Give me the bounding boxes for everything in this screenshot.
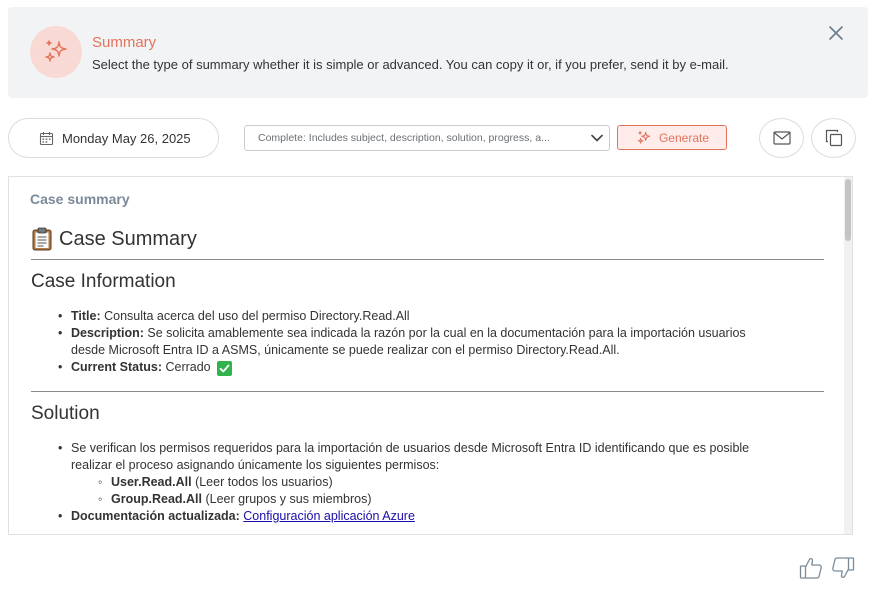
date-label: Monday May 26, 2025: [62, 130, 191, 146]
banner-description: Select the type of summary whether it is simple or advanced. You can copy it or, if you prefer, send it by e-mail.: [92, 57, 729, 72]
copy-icon: [825, 129, 843, 147]
list-item: [71, 508, 831, 525]
email-button[interactable]: [759, 118, 804, 158]
date-display[interactable]: [8, 118, 219, 158]
calendar-icon: [39, 131, 54, 146]
thumbs-up-button[interactable]: [798, 555, 824, 581]
permission-name: Group.Read.All: [111, 492, 202, 506]
close-icon: [828, 25, 844, 41]
list-item: [71, 359, 831, 376]
summary-type-select[interactable]: [244, 125, 610, 151]
chevron-down-icon: [585, 134, 609, 142]
list-item: [111, 474, 831, 491]
title-label: Title:: [71, 309, 101, 323]
permission-list: [111, 474, 831, 508]
scrollbar[interactable]: [844, 177, 852, 534]
documentation-link[interactable]: Configuración aplicación Azure: [243, 509, 415, 523]
check-mark-icon: [217, 361, 232, 376]
description-value: Se solicita amablemente sea indicada la razón por la cual en la documentación para la importación usuarios: [147, 326, 746, 340]
panel-label: Case summary: [30, 191, 130, 207]
thumbs-down-icon: [831, 556, 855, 580]
generate-button[interactable]: [617, 125, 727, 150]
divider: [31, 391, 824, 392]
solution-heading: Solution: [31, 403, 100, 424]
solution-list: [71, 440, 831, 525]
copy-button[interactable]: [811, 118, 856, 158]
list-item: [71, 325, 831, 359]
summary-panel: [8, 176, 853, 535]
permission-desc: (Leer todos los usuarios): [191, 475, 333, 489]
permission-name: User.Read.All: [111, 475, 192, 489]
divider: [31, 259, 824, 260]
description-value-cont: desde Microsoft Entra ID a ASMS, únicamente se puede realizar con el permiso Directory.Read.All.: [71, 343, 620, 357]
sparkles-icon: [635, 129, 653, 147]
scroll-thumb[interactable]: [845, 179, 851, 241]
summary-type-value: Complete: Includes subject, description, solution, progress, a...: [258, 132, 550, 144]
thumbs-down-button[interactable]: [830, 555, 856, 581]
permission-desc: (Leer grupos y sus miembros): [201, 492, 372, 506]
status-label: Current Status:: [71, 360, 162, 374]
summary-banner: [8, 7, 868, 98]
summary-heading: [31, 227, 197, 251]
solution-text-cont: realizar el proceso asignando únicamente los siguientes permisos:: [71, 458, 440, 472]
solution-text: Se verifican los permisos requeridos para la importación de usuarios desde Microsoft Entra ID identificando que es posible: [71, 441, 750, 455]
description-label: Description:: [71, 326, 144, 340]
title-value: Consulta acerca del uso del permiso Directory.Read.All: [104, 309, 410, 323]
clipboard-icon: [31, 227, 53, 251]
status-value: Cerrado: [165, 360, 211, 374]
list-item: [71, 440, 831, 508]
summary-heading-text: Case Summary: [59, 227, 197, 250]
case-information-heading: Case Information: [31, 271, 176, 292]
banner-title: Summary: [92, 34, 157, 51]
list-item: [71, 308, 831, 325]
documentation-label: Documentación actualizada:: [71, 509, 240, 523]
thumbs-up-icon: [799, 556, 823, 580]
sparkles-icon: [30, 26, 82, 78]
mail-icon: [773, 131, 791, 145]
case-information-list: [71, 308, 831, 376]
list-item: [111, 491, 831, 508]
close-button[interactable]: [826, 23, 846, 43]
generate-label: Generate: [658, 130, 710, 145]
